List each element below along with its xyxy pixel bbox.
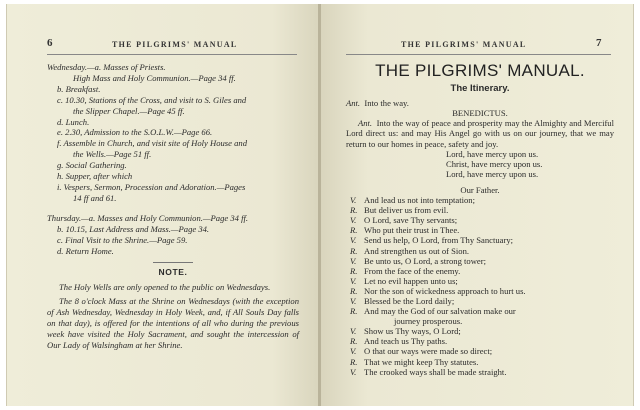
- running-head: THE PILGRIMS' MANUAL: [401, 40, 527, 49]
- versicle-text: Nor the son of wickedness approach to hurt us.: [364, 285, 526, 296]
- versicle-text: And strengthen us out of Sion.: [364, 245, 470, 256]
- left-page-body: [47, 62, 299, 354]
- versicle-text: From the face of the enemy.: [364, 265, 461, 276]
- versicle-row: [346, 306, 614, 316]
- versicle-text: Who put their trust in Thee.: [364, 225, 460, 236]
- versicle-row: [346, 367, 614, 377]
- open-book: [6, 4, 634, 406]
- note-paragraph: The Holy Wells are only opened to the public on Wednesdays.: [59, 282, 271, 293]
- versicle-row: [346, 346, 614, 356]
- schedule-line: the Wells.—Page 51 ff.: [73, 149, 152, 160]
- versicle-row: [346, 276, 614, 286]
- versicle-text: And teach us Thy paths.: [364, 336, 448, 347]
- schedule-line: High Mass and Holy Communion.—Page 34 ff.: [73, 72, 236, 83]
- versicle-row: [346, 336, 614, 346]
- versicle-row: [346, 286, 614, 296]
- note-title: NOTE.: [158, 267, 188, 278]
- schedule-line: the Slipper Chapel.—Page 45 ff.: [73, 105, 185, 116]
- schedule-line: d. Lunch.: [57, 116, 90, 127]
- header-rule: [47, 54, 297, 55]
- versicle-text: The crooked ways shall be made straight.: [364, 366, 507, 377]
- left-page: [6, 4, 319, 406]
- versicle-row: [346, 256, 614, 266]
- note-paragraph: The 8 o'clock Mass at the Shrine on Wednesdays (with the exception of Ash Wednesday, Wednesday in Holy Week, and, if All Souls Day falls on that day), is offered for the intentions of all who during the previous week have visited the Holy Sacrament, and sought the intercession of Our Lady of Walsingham at her Shrine.: [47, 296, 299, 350]
- header-rule: [346, 54, 611, 55]
- versicle-row: [346, 235, 614, 245]
- schedule-line: b. Breakfast.: [57, 83, 101, 94]
- versicle-mark: R.: [350, 225, 358, 236]
- versicle-text: That we might keep Thy statutes.: [364, 356, 479, 367]
- versicle-text: Send us help, O Lord, from Thy Sanctuary;: [364, 235, 514, 246]
- versicle-row: [346, 266, 614, 276]
- schedule-line: d. Return Home.: [57, 245, 114, 256]
- versicle-mark: V.: [350, 235, 357, 246]
- versicle-mark: R.: [350, 306, 358, 317]
- section-title: The Itinerary.: [450, 83, 510, 95]
- schedule-line: b. 10.15, Last Address and Mass.—Page 34.: [57, 223, 210, 234]
- schedule-line: e. 2.30, Admission to the S.O.L.W.—Page 66.: [57, 127, 213, 138]
- antiphon-short: [346, 98, 614, 108]
- kyrie-line: Lord, have mercy upon us.: [446, 148, 539, 159]
- schedule-line: c. 10.30, Stations of the Cross, and visit to S. Giles and: [57, 94, 247, 105]
- schedule-line: f. Assemble in Church, and visit site of Holy House and: [57, 138, 248, 149]
- versicle-mark: V.: [350, 326, 357, 337]
- versicle-text: But deliver us from evil.: [364, 205, 449, 216]
- our-father-heading: Our Father.: [460, 184, 500, 195]
- versicle-mark: V.: [350, 195, 357, 206]
- right-page-body: [346, 61, 614, 377]
- schedule-line: 14 ff and 61.: [73, 192, 117, 203]
- kyrie-line: Lord, have mercy upon us.: [446, 168, 539, 179]
- schedule-line: i. Vespers, Sermon, Procession and Adoration.—Pages: [57, 181, 246, 192]
- versicle-mark: V.: [350, 346, 357, 357]
- versicle-row: [346, 357, 614, 367]
- versicle-text: journey prosperous.: [394, 316, 463, 327]
- schedule-list: [47, 62, 299, 256]
- versicle-row: [346, 215, 614, 225]
- versicle-text: Show us Thy ways, O Lord;: [364, 326, 461, 337]
- antiphon-text: Into the way of peace and prosperity may the Almighty and Merciful Lord direct us: and may His Angel go with us on our journey, that we may return to our homes in peace, safety and joy.: [346, 118, 614, 149]
- versicle-mark: V.: [350, 275, 357, 286]
- versicle-row: [346, 296, 614, 306]
- kyrie-line: Christ, have mercy upon us.: [446, 158, 543, 169]
- schedule-line: g. Social Gathering.: [57, 160, 127, 171]
- page-number: 6: [47, 37, 53, 49]
- versicle-row: [346, 205, 614, 215]
- versicle-row: [346, 225, 614, 235]
- antiphon-text: Into the way.: [364, 98, 409, 109]
- schedule-line: Thursday.—a. Masses and Holy Communion.—Page 34 ff.: [47, 212, 249, 223]
- versicle-mark: R.: [350, 356, 358, 367]
- versicle-row: [346, 195, 614, 205]
- versicle-mark: V.: [350, 295, 357, 306]
- versicle-text: Let no evil happen unto us;: [364, 275, 458, 286]
- versicle-mark: R.: [350, 336, 358, 347]
- spacer: [47, 204, 299, 213]
- running-head: THE PILGRIMS' MANUAL: [112, 40, 238, 49]
- versicle-mark: [346, 316, 364, 326]
- versicle-text: Blessed be the Lord daily;: [364, 295, 455, 306]
- versicle-mark: V.: [350, 366, 357, 377]
- antiphon-label: Ant.: [358, 118, 373, 129]
- versicle-list: [346, 195, 614, 377]
- versicle-row: [346, 316, 614, 326]
- versicle-mark: R.: [350, 245, 358, 256]
- versicle-text: O that our ways were made so direct;: [364, 346, 493, 357]
- versicle-mark: V.: [350, 215, 357, 226]
- note-separator: [153, 262, 193, 263]
- versicle-mark: R.: [350, 205, 358, 216]
- versicle-mark: R.: [350, 265, 358, 276]
- versicle-text: Be unto us, O Lord, a strong tower;: [364, 255, 486, 266]
- page-title: THE PILGRIMS' MANUAL.: [375, 61, 585, 80]
- schedule-line: h. Supper, after which: [57, 171, 133, 182]
- versicle-text: And may the God of our salvation make our: [364, 306, 516, 317]
- antiphon-full: [346, 118, 614, 148]
- versicle-row: [346, 246, 614, 256]
- schedule-line: c. Final Visit to the Shrine.—Page 59.: [57, 234, 188, 245]
- right-page: [321, 4, 634, 406]
- schedule-line: Wednesday.—a. Masses of Priests.: [47, 62, 166, 72]
- page-number: 7: [596, 37, 602, 49]
- versicle-mark: R.: [350, 285, 358, 296]
- antiphon-label: Ant.: [346, 98, 361, 109]
- versicle-row: [346, 326, 614, 336]
- versicle-text: O Lord, save Thy servants;: [364, 215, 458, 226]
- versicle-text: And lead us not into temptation;: [364, 195, 475, 206]
- benedictus-heading: BENEDICTUS.: [452, 108, 508, 119]
- versicle-mark: V.: [350, 255, 357, 266]
